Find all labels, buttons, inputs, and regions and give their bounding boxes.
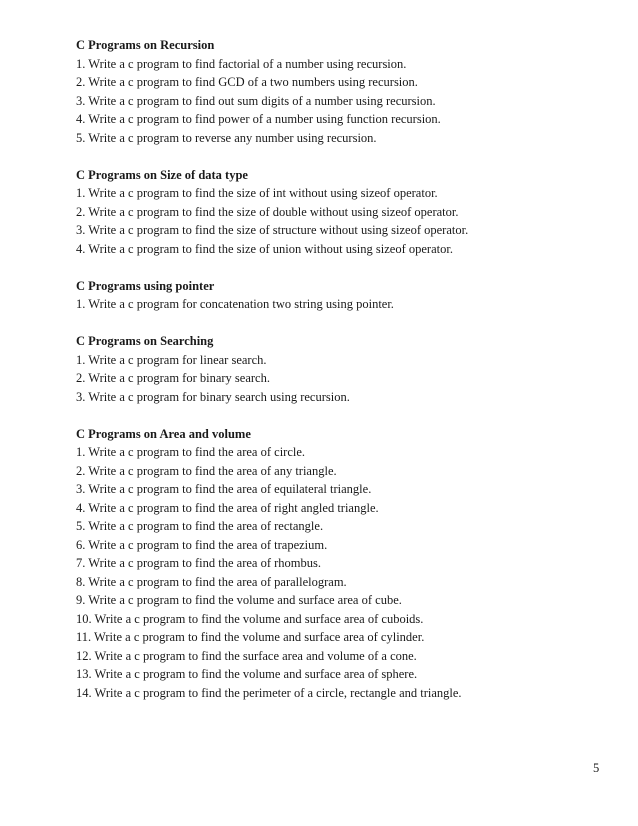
list-item: 11. Write a c program to find the volume and surface area of cylinder. xyxy=(76,630,425,644)
list-item: 4. Write a c program to find the size of union without using sizeof operator. xyxy=(76,241,453,256)
list-item: 3. Write a c program for binary search using recursion. xyxy=(76,389,350,404)
section-title: C Programs on Area and volume xyxy=(76,426,251,441)
section-title: C Programs on Size of data type xyxy=(76,167,248,182)
list-item: 5. Write a c program to reverse any number using recursion. xyxy=(76,130,377,145)
list-item: 5. Write a c program to find the area of rectangle. xyxy=(76,519,324,533)
list-item: 6. Write a c program to find the area of trapezium. xyxy=(76,537,328,552)
section-title: C Programs on Searching xyxy=(76,334,214,348)
section-pointer xyxy=(76,277,596,314)
list-item: 4. Write a c program to find power of a number using function recursion. xyxy=(76,112,441,126)
section-area-and-volume xyxy=(76,425,596,703)
section-searching xyxy=(76,332,596,406)
list-item: 1. Write a c program for concatenation two string using pointer. xyxy=(76,297,394,311)
list-item: 14. Write a c program to find the perimeter of a circle, rectangle and triangle. xyxy=(76,685,462,700)
list-item: 3. Write a c program to find the area of equilateral triangle. xyxy=(76,482,372,496)
section-size-of-data-type xyxy=(76,166,596,259)
list-item: 13. Write a c program to find the volume and surface area of sphere. xyxy=(76,667,418,681)
document-page xyxy=(76,36,596,721)
list-item: 2. Write a c program to find the area of any triangle. xyxy=(76,463,337,478)
section-title: C Programs on Recursion xyxy=(76,38,215,52)
section-title: C Programs using pointer xyxy=(76,278,215,293)
list-item: 10. Write a c program to find the volume and surface area of cuboids. xyxy=(76,611,424,626)
list-item: 2. Write a c program for binary search. xyxy=(76,371,270,385)
list-item: 1. Write a c program to find the area of circle. xyxy=(76,445,306,459)
page-number: 5 xyxy=(593,761,600,775)
list-item: 8. Write a c program to find the area of parallelogram. xyxy=(76,574,347,589)
list-item: 2. Write a c program to find GCD of a two numbers using recursion. xyxy=(76,75,418,89)
list-item: 1. Write a c program for linear search. xyxy=(76,352,267,367)
list-item: 12. Write a c program to find the surface area and volume of a cone. xyxy=(76,648,417,663)
list-item: 7. Write a c program to find the area of rhombus. xyxy=(76,556,322,570)
list-item: 9. Write a c program to find the volume and surface area of cube. xyxy=(76,593,402,607)
list-item: 2. Write a c program to find the size of double without using sizeof operator. xyxy=(76,204,459,219)
list-item: 1. Write a c program to find factorial of a number using recursion. xyxy=(76,56,407,71)
list-item: 4. Write a c program to find the area of right angled triangle. xyxy=(76,500,379,515)
list-item: 3. Write a c program to find the size of structure without using sizeof operator. xyxy=(76,223,469,237)
list-item: 3. Write a c program to find out sum digits of a number using recursion. xyxy=(76,93,436,108)
list-item: 1. Write a c program to find the size of int without using sizeof operator. xyxy=(76,186,438,200)
section-recursion xyxy=(76,36,596,147)
